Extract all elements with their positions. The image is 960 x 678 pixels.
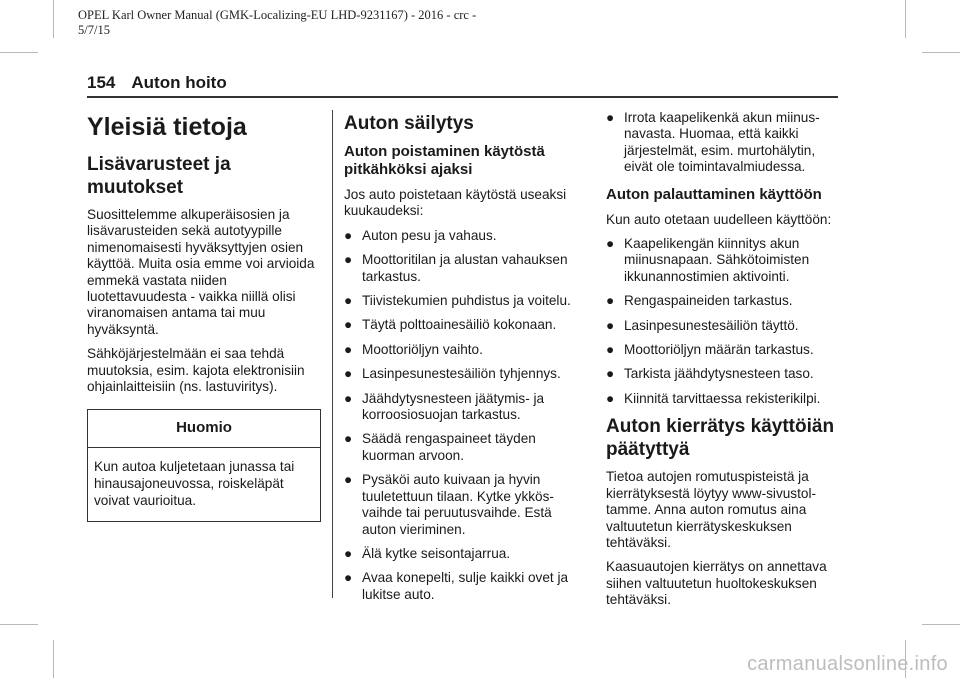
intro-text: Kun auto otetaan uudelleen käyttöön: xyxy=(606,211,832,227)
notice-box xyxy=(87,409,321,521)
subsection-heading-laying-up: Auton poistaminen käytöstä pitkähköksi ajaksi xyxy=(344,143,545,178)
column-3 xyxy=(606,110,840,617)
list-item: ● Säädä rengaspaineet täyden kuorman arvoon. xyxy=(344,431,536,463)
paragraph: Kaasuautojen kierrätys on annettava siihen valtuutetun huoltokeskuksen tehtäväksi. xyxy=(606,559,827,608)
section-heading-storage: Auton säilytys xyxy=(344,113,474,134)
bullet-icon: ● xyxy=(606,390,615,406)
list-item: ● Kaapelikengän kiinnitys akun miinusnapaan. Sähkötoimisten ikkunannostimien aktivointi. xyxy=(606,236,810,284)
list-item: ● Moottoritilan ja alustan vahauksen tarkastus. xyxy=(344,252,568,284)
column-2 xyxy=(344,110,580,611)
bullet-icon: ● xyxy=(344,390,353,406)
list-item: ● Älä kytke seisontajarrua. xyxy=(344,545,511,561)
running-header xyxy=(87,73,227,93)
list-item: ● Avaa konepelti, sulje kaikki ovet ja lukitse auto. xyxy=(344,570,569,602)
crop-mark xyxy=(53,640,54,678)
page-title: Yleisiä tietoja xyxy=(87,113,247,141)
paragraph: Suosittelemme alkuperäisosien ja lisävarusteiden sekä autotyypille nimenomaisesti hyväksyttyjen osien käyttöä. Muita osia emme voi arvioida emmekä vastata niiden luotettavuudesta - vaikka niillä olisi viranomaisen antama tai muu hyväksyntä. xyxy=(87,207,315,337)
bullet-icon: ● xyxy=(344,341,353,357)
list-item: ● Tarkista jäähdytysnesteen taso. xyxy=(606,366,814,382)
watermark: carmanualsonline.info xyxy=(747,653,948,675)
bullet-icon: ● xyxy=(344,227,353,243)
bullet-icon: ● xyxy=(606,366,615,382)
recommission-checklist xyxy=(606,236,840,407)
crop-mark xyxy=(0,52,38,53)
storage-checklist-continued xyxy=(606,110,840,176)
crop-mark xyxy=(922,624,960,625)
header-rule xyxy=(87,96,838,98)
list-item: ● Täytä polttoainesäiliö kokonaan. xyxy=(344,317,557,333)
page-number: 154 xyxy=(87,73,116,92)
meta-line-1: OPEL Karl Owner Manual (GMK-Localizing-EU LHD-9231167) - 2016 - crc - xyxy=(78,8,477,22)
list-item: ● Kiinnitä tarvittaessa rekisterikilpi. xyxy=(606,390,821,406)
crop-mark xyxy=(0,624,38,625)
section-heading-accessories: Lisävarusteet ja muutokset xyxy=(87,154,231,198)
list-item: ● Moottoriöljyn vaihto. xyxy=(344,341,483,357)
list-item: ● Auton pesu ja vahaus. xyxy=(344,227,497,243)
bullet-icon: ● xyxy=(344,570,353,586)
bullet-icon: ● xyxy=(344,366,353,382)
crop-mark xyxy=(922,52,960,53)
storage-checklist xyxy=(344,228,580,603)
list-item: ● Lasinpesunestesäiliön täyttö. xyxy=(606,317,799,333)
section-heading-recycling: Auton kierrätys käyttöiän päätyttyä xyxy=(606,416,835,461)
crop-mark xyxy=(53,0,54,38)
bullet-icon: ● xyxy=(344,317,353,333)
crop-mark xyxy=(905,0,906,38)
intro-text: Jos auto poistetaan käytöstä useaksi kuukaudeksi: xyxy=(344,187,567,219)
list-item: ● Moottoriöljyn määrän tarkastus. xyxy=(606,342,814,358)
print-metadata xyxy=(78,8,476,38)
bullet-icon: ● xyxy=(344,472,353,488)
bullet-icon: ● xyxy=(606,110,615,125)
list-item: ● Lasinpesunestesäiliön tyhjennys. xyxy=(344,366,561,382)
paragraph: Tietoa autojen romutuspisteistä ja kierrätyksestä löytyy www-sivustoltamme. Anna auton romutus aina valtuutetun kierrätyskeskuksen tehtäväksi. xyxy=(606,469,816,550)
bullet-icon: ● xyxy=(606,342,615,358)
column-1 xyxy=(87,110,321,522)
chapter-title: Auton hoito xyxy=(131,73,227,92)
bullet-icon: ● xyxy=(344,252,353,268)
bullet-icon: ● xyxy=(344,545,353,561)
notice-text: Kun autoa kuljetetaan junassa tai hinausajoneuvossa, roiskeläpät voivat vaurioitua. xyxy=(94,458,295,508)
bullet-icon: ● xyxy=(344,431,353,447)
list-item: ● Jäähdytysnesteen jäätymis- ja korroosiosuojan tarkastus. xyxy=(344,390,545,423)
list-item: ● Tiivistekumien puhdistus ja voitelu. xyxy=(344,293,571,309)
bullet-icon: ● xyxy=(344,293,353,309)
meta-line-2: 5/7/15 xyxy=(78,23,110,37)
list-item: ● Rengaspaineiden tarkastus. xyxy=(606,293,793,309)
notice-title: Huomio xyxy=(88,410,320,447)
list-item: ● Pysäköi auto kuivaan ja hyvin tuuletettuun tilaan. Kytke ykkösvaihde tai peruutusvaihde. Estä auton vieriminen. xyxy=(344,472,554,537)
paragraph: Sähköjärjestelmään ei saa tehdä muutoksia, esim. kajota elektronisiin ohjainlaitteisiin (ns. lastuviritys). xyxy=(87,346,305,395)
column-divider xyxy=(332,110,333,598)
bullet-icon: ● xyxy=(606,317,615,333)
bullet-icon: ● xyxy=(606,293,615,309)
bullet-icon: ● xyxy=(606,236,615,252)
list-item: ● Irrota kaapelikenkä akun miinusnavasta. Huomaa, että kaikki järjestelmät, esim. murtohälytin, eivät ole toimintavalmiudessa. xyxy=(606,110,820,175)
subsection-heading-recommission: Auton palauttaminen käyttöön xyxy=(606,185,822,203)
